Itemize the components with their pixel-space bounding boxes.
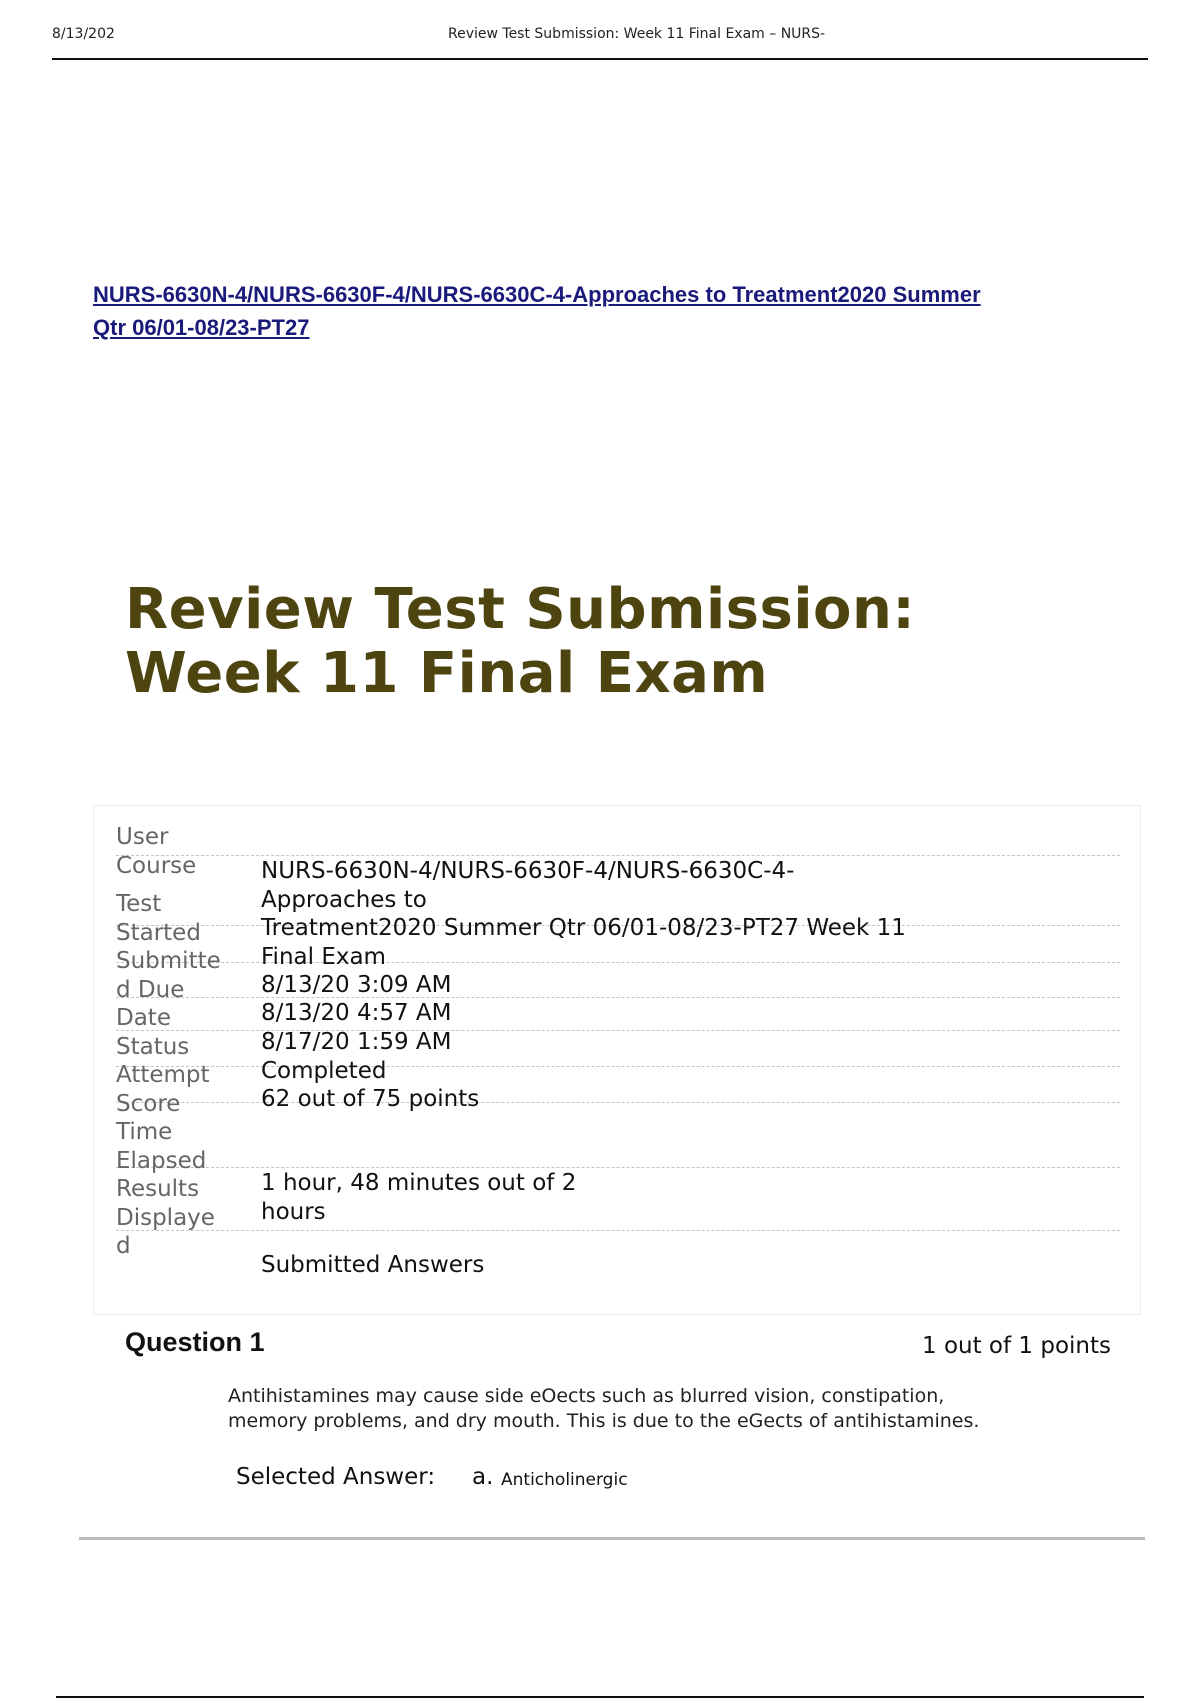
time-elapsed-line-2: hours — [261, 1198, 326, 1225]
due-date-value: 8/17/20 1:59 AM — [261, 1029, 452, 1055]
page-title — [125, 578, 915, 706]
question-points: 1 out of 1 points — [922, 1333, 1111, 1359]
question-text-line-2: memory problems, and dry mouth. This is due to the eGects of antihistamines. — [228, 1410, 980, 1432]
selected-answer-letter: a. — [472, 1464, 494, 1490]
selected-answer-value: Anticholinergic — [501, 1470, 628, 1490]
course-value-line-4: Final Exam — [261, 943, 386, 970]
details-labels — [116, 823, 246, 1261]
page-title-line-1: Review Test Submission: — [125, 577, 916, 642]
started-value: 8/13/20 3:09 AM — [261, 972, 452, 998]
details-row-rule — [116, 855, 1120, 856]
label-displayed-part-1: Displaye — [116, 1204, 215, 1231]
question-title: Question 1 — [125, 1327, 265, 1357]
label-course: Course — [116, 852, 197, 879]
label-displayed-part-2: d — [116, 1233, 131, 1259]
results-displayed-value: Submitted Answers — [261, 1252, 485, 1278]
course-value-line-3: Treatment2020 Summer Qtr 06/01-08/23-PT27 Week 11 — [261, 915, 906, 941]
question-text — [228, 1384, 1108, 1434]
label-elapsed: Elapsed — [116, 1147, 207, 1174]
page-bottom-rule — [56, 1696, 1144, 1698]
label-submitted-part-1: Submitte — [116, 948, 221, 974]
label-time: Time — [116, 1119, 173, 1145]
label-user: User — [116, 824, 169, 850]
details-row-rule — [116, 1167, 1120, 1168]
label-score: Score — [116, 1090, 181, 1117]
print-header — [52, 26, 1148, 60]
label-status: Status — [116, 1033, 190, 1060]
label-started: Started — [116, 919, 201, 946]
time-elapsed-value — [261, 1169, 961, 1226]
page-title-line-2: Week 11 Final Exam — [125, 641, 769, 706]
submitted-value: 8/13/20 4:57 AM — [261, 1000, 452, 1026]
label-test: Test — [116, 891, 162, 917]
course-value-line-2: Approaches to — [261, 886, 427, 913]
course-link-line-1[interactable]: NURS-6630N-4/NURS-6630F-4/NURS-6630C-4-Approaches to Treatment2020 Summer — [93, 282, 981, 307]
status-value: Completed — [261, 1058, 387, 1084]
course-link-line-2[interactable]: Qtr 06/01-08/23-PT27 — [93, 315, 310, 340]
label-submitted-part-2: d Due — [116, 976, 185, 1003]
label-date: Date — [116, 1005, 171, 1031]
course-value — [261, 857, 961, 971]
question-separator — [79, 1537, 1145, 1540]
attempt-score-value: 62 out of 75 points — [261, 1086, 480, 1112]
label-attempt: Attempt — [116, 1062, 210, 1088]
time-elapsed-line-1: 1 hour, 48 minutes out of 2 — [261, 1170, 577, 1196]
label-results: Results — [116, 1176, 200, 1202]
course-value-line-1: NURS-6630N-4/NURS-6630F-4/NURS-6630C-4- — [261, 858, 795, 884]
details-row-rule — [116, 1230, 1120, 1231]
print-page-title: Review Test Submission: Week 11 Final Exam – NURS- — [448, 26, 826, 42]
question-text-line-1: Antihistamines may cause side eOects such as blurred vision, constipation, — [228, 1385, 945, 1407]
course-link[interactable] — [93, 278, 1113, 344]
selected-answer-label: Selected Answer: — [236, 1464, 436, 1490]
print-date: 8/13/202 — [52, 26, 115, 42]
